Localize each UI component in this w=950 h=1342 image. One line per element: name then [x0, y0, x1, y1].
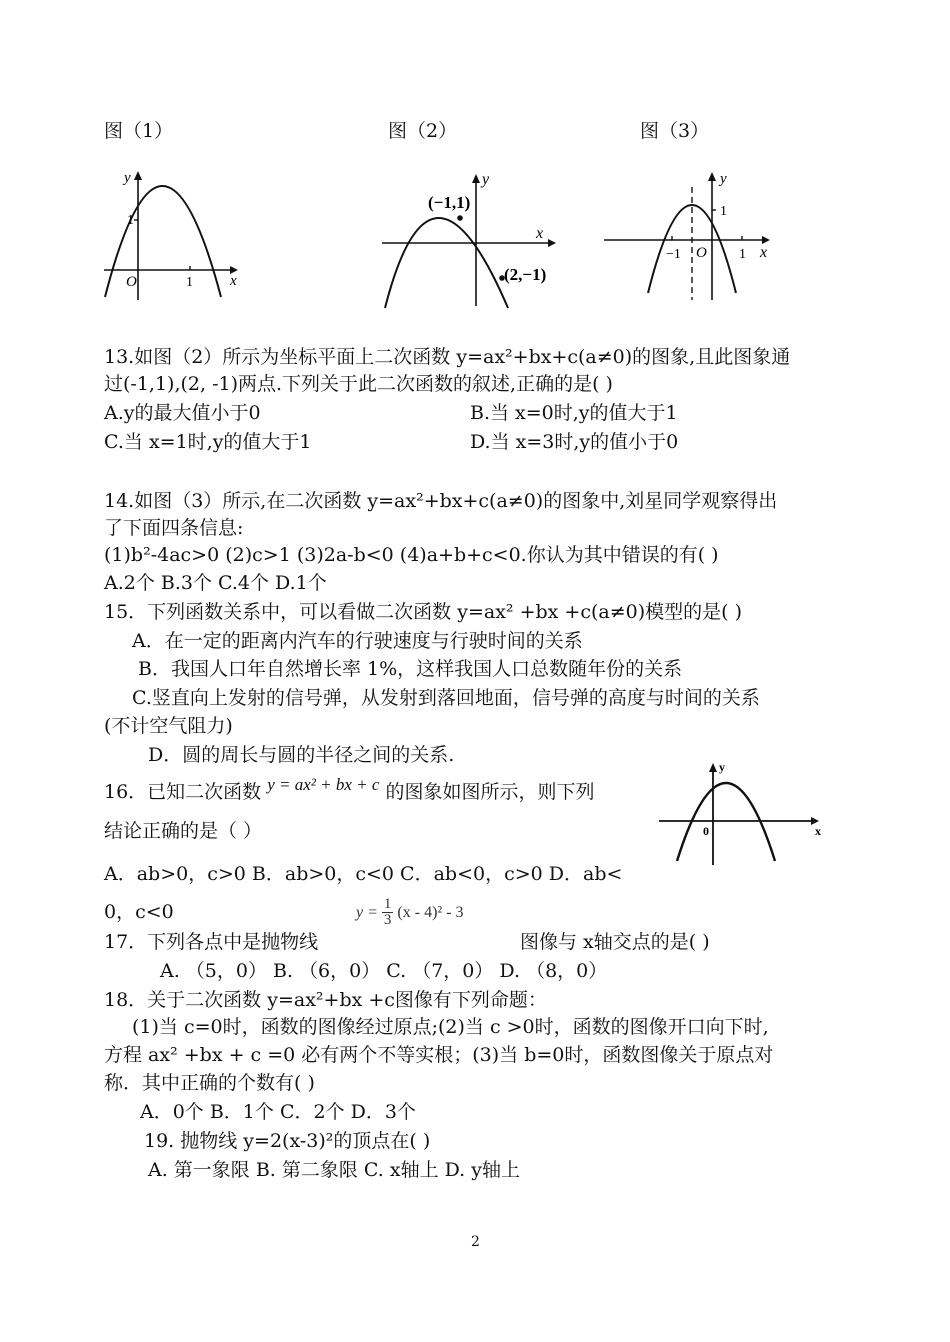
q18-stem-line1: 18．关于二次函数 y=ax²+bx +c图像有下列命题：: [104, 989, 547, 1011]
point-marker: [457, 215, 463, 221]
q18-stem-line3: 方程 ax² +bx + c =0 必有两个不等实根；(3)当 b=0时，函数图像关于原点对: [104, 1044, 774, 1066]
page-number: 2: [471, 1234, 480, 1250]
figure-2-graph: [378, 168, 568, 313]
q15-option-c: C.竖直向上发射的信号弹，从发射到落回地面，信号弹的高度与时间的关系: [132, 687, 760, 709]
y-tick-label: 1: [127, 213, 134, 228]
q17-stem-pre: 17．下列各点中是抛物线: [104, 931, 319, 953]
parabola-curve: [677, 783, 775, 861]
origin-label: 0: [703, 824, 709, 838]
q13-option-c: C.当 x=1时,y的值大于1: [104, 431, 312, 453]
q16-options-line1: A．ab>0，c>0 B．ab>0，c<0 C．ab<0，c>0 D．ab<: [104, 863, 623, 885]
q18-stem-line2: (1)当 c=0时，函数的图像经过原点;(2)当 c >0时，函数的图像开口向下时,: [132, 1016, 769, 1038]
q15-option-d: D．圆的周长与圆的半径之间的关系.: [148, 744, 455, 766]
q16-stem-pre: 16．已知二次函数: [104, 781, 262, 803]
x-axis-label: x: [760, 244, 768, 261]
y-axis-arrow-icon: [472, 174, 480, 183]
q16-graph: [655, 757, 830, 867]
y-axis-label: y: [719, 760, 725, 774]
q15-option-c-cont: (不计空气阻力): [104, 715, 233, 737]
q16-options-line2: 0，c<0: [104, 901, 174, 923]
x-axis-label: x: [230, 273, 237, 289]
parabola-curve: [385, 218, 508, 308]
q14-stem-line2: 了下面四条信息:: [104, 517, 244, 539]
y-axis-label: y: [720, 171, 727, 187]
origin-label: O: [126, 274, 137, 290]
q17-options: A. （5，0） B. （6，0） C. （7，0） D. （8，0）: [160, 960, 608, 982]
x-tick-label: 1: [739, 247, 746, 262]
q19-options: A. 第一象限 B. 第二象限 C. x轴上 D. y轴上: [148, 1159, 520, 1181]
y-axis-arrow-icon: [134, 171, 142, 180]
parabola-curve: [105, 186, 221, 297]
q17-stem-post: 图像与 x轴交点的是( ): [520, 931, 710, 953]
q13-stem-line2: 过(-1,1),(2, -1)两点.下列关于此二次函数的叙述,正确的是( ): [104, 373, 613, 395]
x-tick-label: −1: [666, 247, 681, 262]
x-axis-label: x: [536, 225, 544, 242]
y-axis-label: y: [124, 170, 131, 186]
y-axis-arrow-icon: [708, 172, 716, 181]
y-axis-arrow-icon: [709, 763, 717, 772]
q13-option-d: D.当 x=3时,y的值小于0: [470, 431, 679, 453]
q13-stem-line1: 13.如图（2）所示为坐标平面上二次函数 y=ax²+bx+c(a≠0)的图象,且此图象通: [104, 346, 791, 368]
x-axis-label: x: [815, 824, 821, 838]
x-axis-arrow-icon: [548, 239, 556, 247]
q17-formula-lead: y =: [356, 903, 378, 921]
figure-1-label: 图（1）: [104, 120, 174, 142]
y-axis-label: y: [482, 171, 490, 188]
q15-option-b: B．我国人口年自然增长率 1%，这样我国人口总数随年份的关系: [138, 658, 683, 680]
q18-options: A．0个 B．1个 C．2个 D．3个: [140, 1101, 416, 1123]
y-tick-label: 1: [720, 204, 727, 219]
q17-fraction-denominator: 3: [383, 912, 392, 928]
x-tick-label: 1: [186, 275, 193, 290]
q13-option-a: A.y的最大值小于0: [104, 402, 261, 424]
point-label: (−1,1): [428, 193, 471, 212]
q17-formula-tail: (x - 4)² - 3: [397, 903, 464, 921]
q16-stem-post: 的图象如图所示，则下列: [385, 781, 595, 803]
q15-stem: 15．下列函数关系中，可以看做二次函数 y=ax² +bx +c(a≠0)模型的是( ): [104, 601, 742, 623]
q15-option-a: A．在一定的距离内汽车的行驶速度与行驶时间的关系: [132, 630, 583, 652]
q14-stem-line1: 14.如图（3）所示,在二次函数 y=ax²+bx+c(a≠0)的图象中,刘星同学观察得出: [104, 490, 778, 512]
figure-2-label: 图（2）: [388, 120, 458, 142]
q17-fraction-numerator: 1: [383, 896, 392, 912]
point-label: (2,−1): [504, 265, 547, 284]
q13-option-b: B.当 x=0时,y的值大于1: [470, 402, 678, 424]
figure-3-label: 图（3）: [640, 120, 710, 142]
q17-fraction: [382, 897, 394, 928]
q14-options: A.2个 B.3个 C.4个 D.1个: [104, 572, 327, 594]
q16-stem-line1: [104, 775, 595, 806]
x-axis-arrow-icon: [762, 236, 770, 244]
figure-3-graph: [600, 165, 780, 305]
origin-label: O: [696, 245, 707, 261]
q16-stem-line2: 结论正确的是（ ）: [104, 820, 263, 842]
figure-1-graph: [98, 165, 243, 305]
q16-formula: y = ax² + bx + c: [267, 775, 380, 794]
q17-formula: [356, 897, 464, 933]
q14-stem-line3: (1)b²-4ac>0 (2)c>1 (3)2a-b<0 (4)a+b+c<0.你认为其中错误的有( ): [104, 544, 719, 566]
q18-stem-line4: 称．其中正确的个数有( ): [104, 1072, 315, 1094]
q19-stem: 19. 抛物线 y=2(x-3)²的顶点在( ): [144, 1130, 431, 1152]
